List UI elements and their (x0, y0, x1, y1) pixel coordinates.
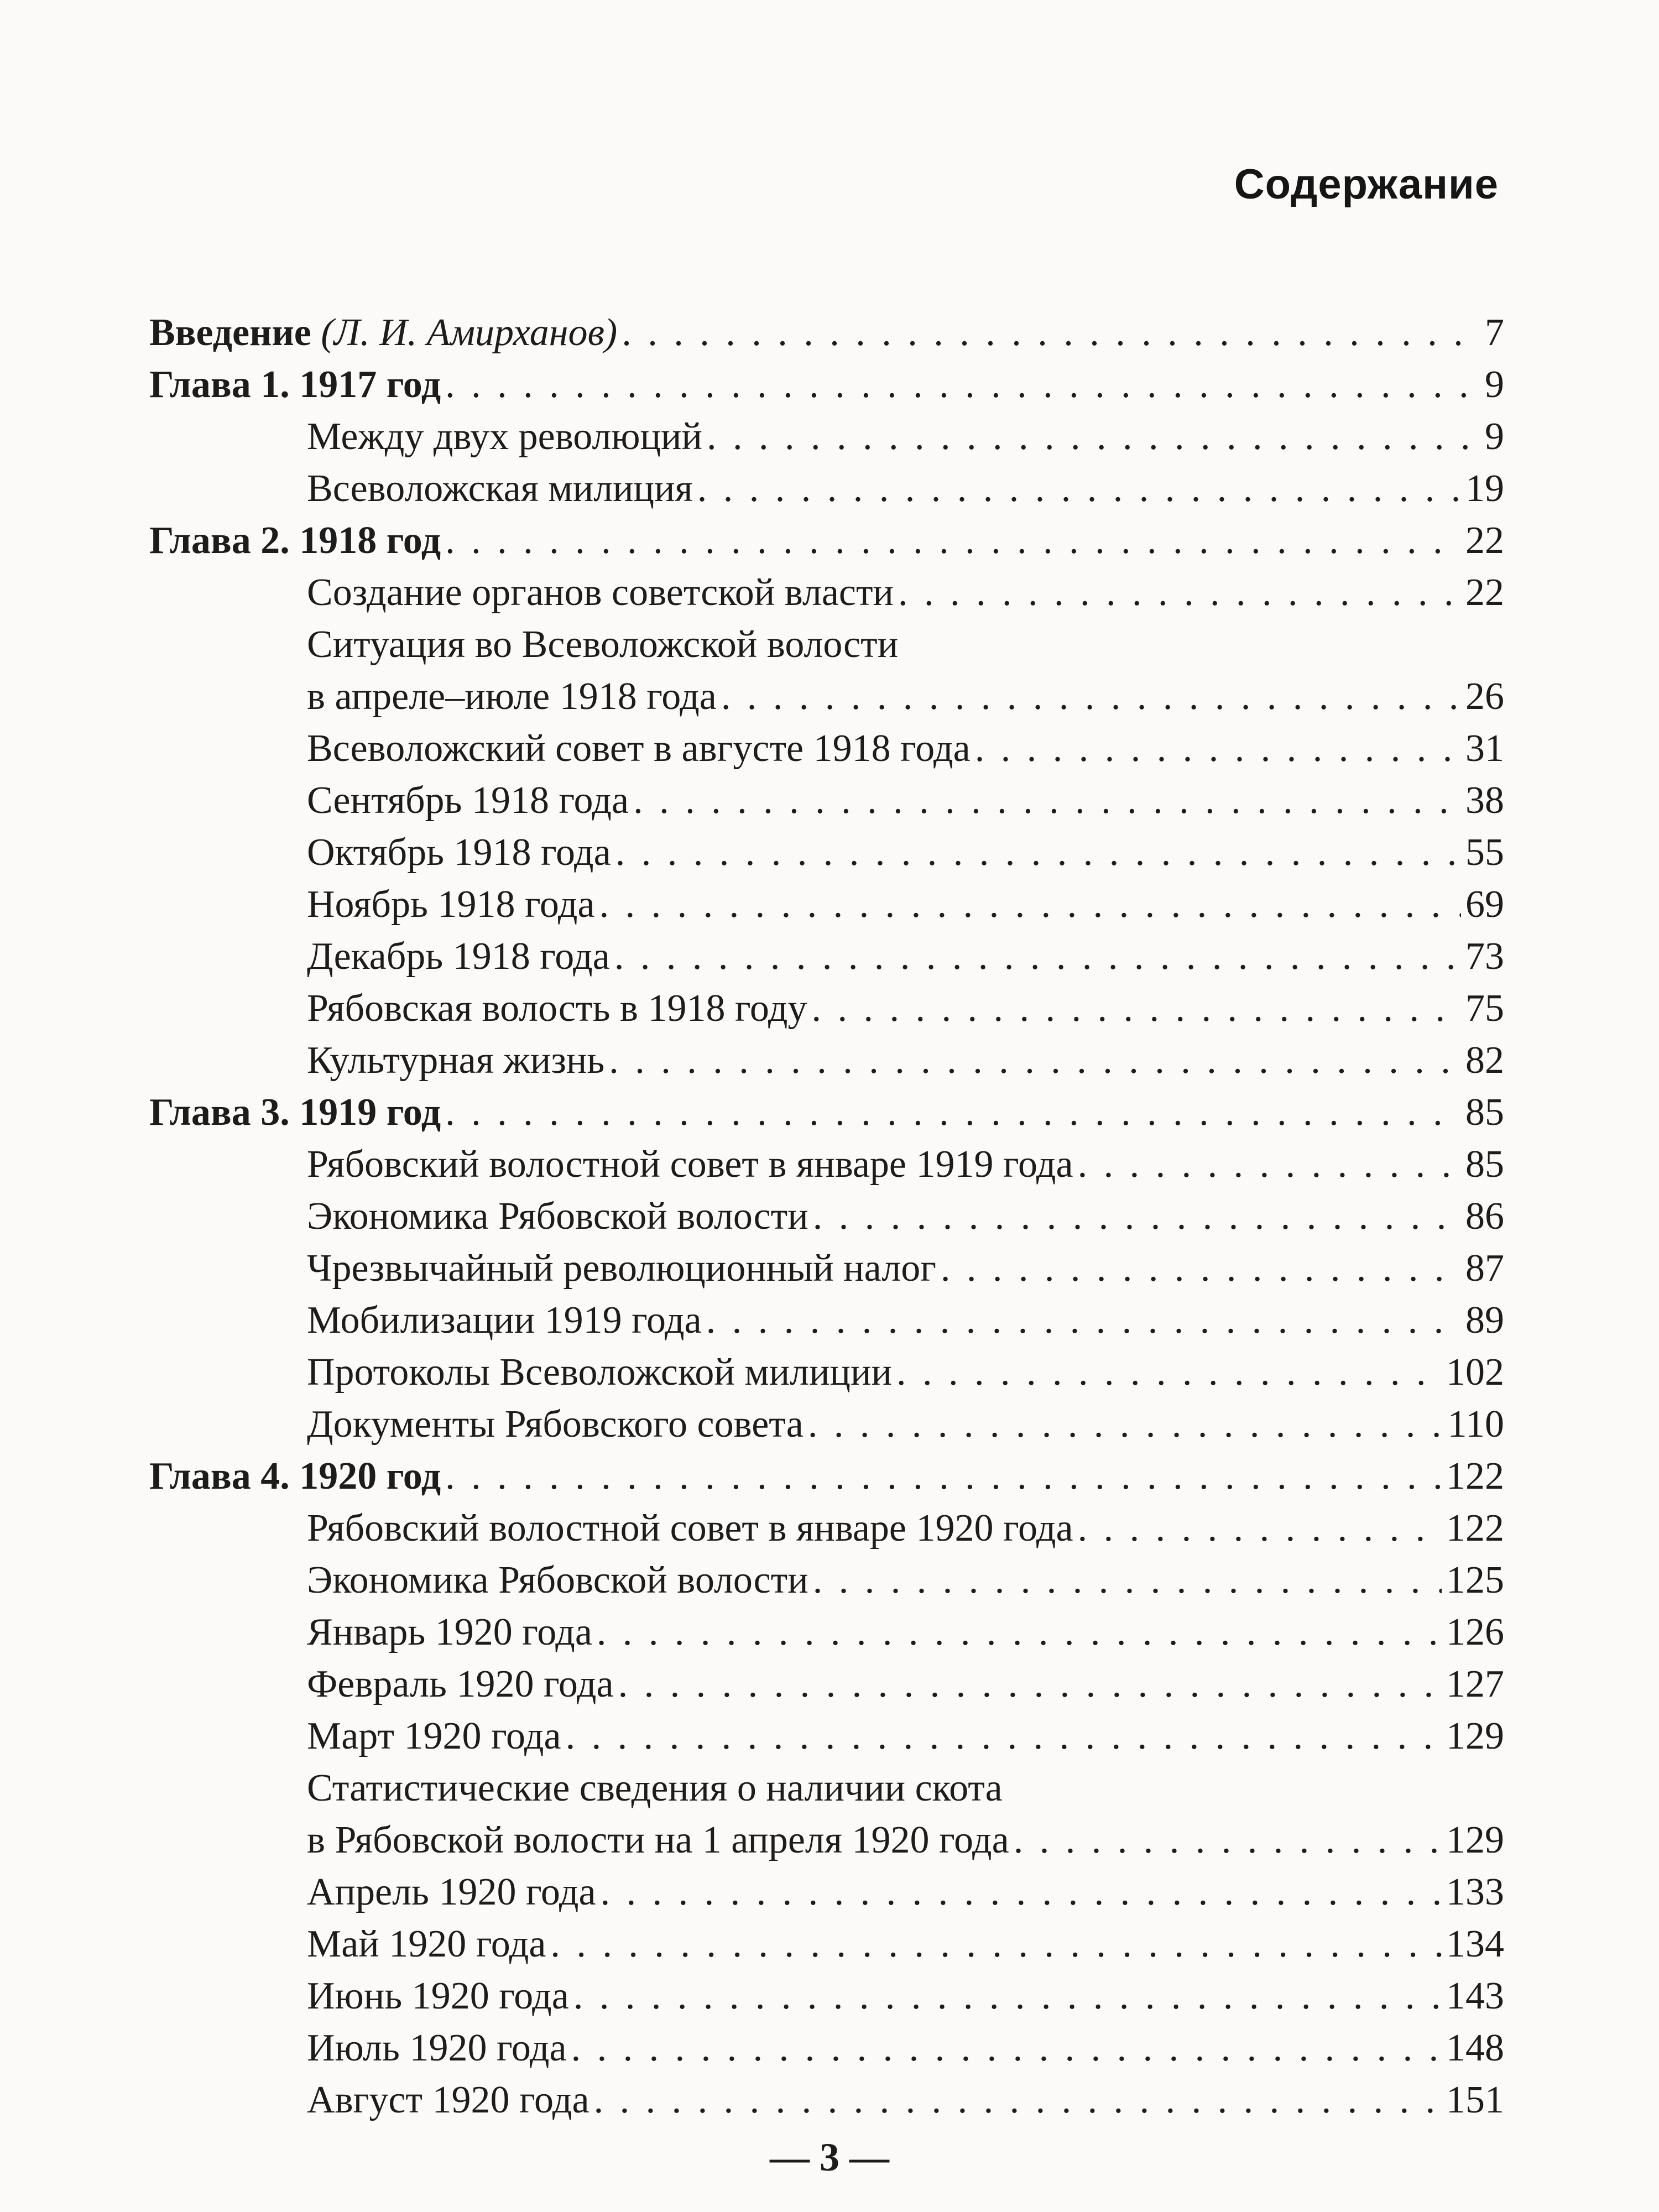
toc-entry-section (149, 827, 1504, 879)
toc-entry-section (149, 1658, 1504, 1710)
dot-leader (445, 1451, 1442, 1503)
toc-entry-chapter (149, 515, 1504, 567)
toc-entry-label: Всеволожский совет в августе 1918 года (307, 727, 971, 770)
toc-entry-label: Декабрь 1918 года (307, 935, 610, 978)
dot-leader (550, 1918, 1442, 1970)
toc-page-number: 55 (1465, 831, 1504, 874)
toc-entry-section (149, 411, 1504, 463)
page-title: Содержание (1234, 161, 1499, 208)
toc-entry-section (149, 1710, 1504, 1762)
toc-entry-label: Документы Рябовского совета (307, 1403, 804, 1446)
toc-entry-section (149, 1814, 1504, 1866)
toc-entry-section (149, 1399, 1504, 1451)
toc-entry-section (149, 1918, 1504, 1970)
toc-entry-label: Мобилизации 1919 года (307, 1299, 702, 1342)
toc-page-number: 129 (1446, 1715, 1504, 1757)
dot-leader (445, 359, 1480, 411)
toc-entry-label: Глава 1. 1917 год (149, 363, 441, 406)
toc-page-number: 22 (1465, 519, 1504, 562)
toc-entry-section (149, 1035, 1504, 1087)
dot-leader (813, 1191, 1461, 1243)
toc-entry-label: Глава 4. 1920 год (149, 1455, 441, 1498)
toc-entry-label: Рябовская волость в 1918 году (307, 987, 807, 1030)
dot-leader (1078, 1139, 1461, 1191)
dot-leader (615, 827, 1461, 879)
toc-entry-label: Февраль 1920 года (307, 1663, 614, 1705)
dot-leader (573, 1970, 1442, 2022)
toc-entry-section (149, 1970, 1504, 2022)
toc-entry-section (149, 2074, 1504, 2126)
toc-entry-section (149, 463, 1504, 515)
toc-page-number: 7 (1485, 311, 1504, 354)
dot-leader (566, 1710, 1442, 1762)
toc-entry-section (149, 723, 1504, 775)
toc-entry-label: Статистические сведения о наличии скота (307, 1767, 1003, 1809)
toc-entry-label: Культурная жизнь (307, 1039, 605, 1082)
toc-page-number: 125 (1446, 1559, 1504, 1601)
dot-leader (614, 931, 1461, 983)
toc-entry-section (149, 1347, 1504, 1399)
dot-leader (812, 983, 1461, 1035)
toc-entry-label: Май 1920 года (307, 1923, 546, 1965)
toc-entry-label: Январь 1920 года (307, 1611, 592, 1653)
toc-entry-label: Рябовский волостной совет в январе 1920 года (307, 1507, 1073, 1550)
toc-entry-section (149, 1243, 1504, 1295)
toc-entry-section (149, 1554, 1504, 1606)
toc-entry-section (149, 567, 1504, 619)
dot-leader (721, 671, 1461, 723)
page-number-footer: — 3 — (770, 2135, 889, 2179)
toc-page-number: 89 (1465, 1299, 1504, 1342)
toc-page-number: 151 (1446, 2079, 1504, 2121)
toc-entry-label: Июль 1920 года (307, 2027, 567, 2069)
dot-leader (571, 2022, 1442, 2074)
toc-entry-section (149, 1503, 1504, 1554)
toc-page-number: 69 (1465, 883, 1504, 926)
toc-page-number: 122 (1446, 1455, 1504, 1498)
dot-leader (896, 1347, 1442, 1399)
toc-entry-label: Октябрь 1918 года (307, 831, 611, 874)
toc-entry-chapter (149, 359, 1504, 411)
toc-entry-section (149, 1866, 1504, 1918)
toc-entry-label: Между двух революций (307, 415, 702, 458)
toc-entry-label: Экономика Рябовской волости (307, 1559, 808, 1601)
toc-page-number: 122 (1446, 1507, 1504, 1550)
toc-page-number: 19 (1465, 467, 1504, 510)
toc-entry-section (149, 1762, 1504, 1814)
toc-page-number: 9 (1485, 363, 1504, 406)
toc-entry-chapter (149, 1087, 1504, 1139)
toc-entry-label: Ситуация во Всеволожской волости (307, 623, 899, 666)
toc-entry-label: Рябовский волостной совет в январе 1919 года (307, 1143, 1073, 1186)
toc-entry-section (149, 671, 1504, 723)
toc-entry-section (149, 983, 1504, 1035)
toc-entry-section (149, 619, 1504, 671)
toc-entry-label: Июнь 1920 года (307, 1975, 569, 2017)
dot-leader (601, 1866, 1442, 1918)
toc-page-number: 85 (1465, 1143, 1504, 1186)
toc-entry-section (149, 775, 1504, 827)
toc-page-number: 102 (1446, 1351, 1504, 1394)
toc-entry-label: Создание органов советской власти (307, 571, 894, 614)
toc-page-number: 73 (1465, 935, 1504, 978)
toc-page-number: 134 (1446, 1923, 1504, 1965)
toc-page-number: 85 (1465, 1091, 1504, 1134)
table-of-contents (149, 307, 1504, 2126)
toc-page-number: 82 (1465, 1039, 1504, 1082)
toc-entry-label: в апреле–июле 1918 года (307, 675, 717, 718)
toc-entry-label: Август 1920 года (307, 2079, 589, 2121)
dot-leader (813, 1554, 1442, 1606)
dot-leader (707, 411, 1480, 463)
toc-page-number: 26 (1465, 675, 1504, 718)
toc-page-number: 129 (1446, 1819, 1504, 1861)
dot-leader (622, 307, 1480, 359)
dot-leader (975, 723, 1461, 775)
dot-leader (808, 1399, 1443, 1451)
dot-leader (697, 463, 1461, 515)
toc-page-number: 148 (1446, 2027, 1504, 2069)
toc-entry-section (149, 931, 1504, 983)
toc-entry-chapter (149, 1451, 1504, 1503)
dot-leader (1014, 1814, 1442, 1866)
toc-entry-label: Ноябрь 1918 года (307, 883, 595, 926)
toc-entry-label: Протоколы Всеволожской милиции (307, 1351, 892, 1394)
dot-leader (941, 1243, 1461, 1295)
toc-entry-section (149, 1191, 1504, 1243)
toc-entry-label: в Рябовской волости на 1 апреля 1920 года (307, 1819, 1009, 1861)
dot-leader (618, 1658, 1442, 1710)
toc-entry-label: Всеволожская милиция (307, 467, 693, 510)
dot-leader (445, 1087, 1461, 1139)
toc-page-number: 133 (1446, 1871, 1504, 1913)
toc-entry-label: Глава 3. 1919 год (149, 1091, 441, 1134)
toc-page-number: 143 (1446, 1975, 1504, 2017)
dot-leader (599, 879, 1461, 931)
toc-entry-label: Введение (149, 311, 311, 354)
toc-page-number: 110 (1447, 1403, 1504, 1446)
dot-leader (706, 1295, 1461, 1347)
toc-entry-label: Чрезвычайный революционный налог (307, 1247, 936, 1290)
toc-entry-section (149, 1139, 1504, 1191)
toc-entry-label: Март 1920 года (307, 1715, 561, 1757)
toc-entry-label: Глава 2. 1918 год (149, 519, 441, 562)
toc-page-number: 75 (1465, 987, 1504, 1030)
toc-entry-section (149, 1606, 1504, 1658)
toc-page-number: 22 (1465, 571, 1504, 614)
toc-entry-label: Сентябрь 1918 года (307, 779, 629, 822)
dot-leader (633, 775, 1461, 827)
toc-page-number: 87 (1465, 1247, 1504, 1290)
toc-entry-section (149, 2022, 1504, 2074)
dot-leader (609, 1035, 1461, 1087)
toc-entry-section (149, 1295, 1504, 1347)
toc-entry-author: (Л. И. Амирханов) (321, 311, 618, 354)
dot-leader (597, 1606, 1442, 1658)
toc-entry-label: Экономика Рябовской волости (307, 1195, 808, 1238)
toc-page-number: 38 (1465, 779, 1504, 822)
dot-leader (445, 515, 1461, 567)
toc-page-number: 86 (1465, 1195, 1504, 1238)
dot-leader (594, 2074, 1442, 2126)
toc-entry-section (149, 879, 1504, 931)
toc-page-number: 31 (1465, 727, 1504, 770)
toc-entry-introduction (149, 307, 1504, 359)
dot-leader (898, 567, 1461, 619)
toc-entry-label: Апрель 1920 года (307, 1871, 596, 1913)
dot-leader (1078, 1503, 1442, 1554)
toc-page-number: 9 (1485, 415, 1504, 458)
toc-page-number: 127 (1446, 1663, 1504, 1705)
toc-page-number: 126 (1446, 1611, 1504, 1653)
